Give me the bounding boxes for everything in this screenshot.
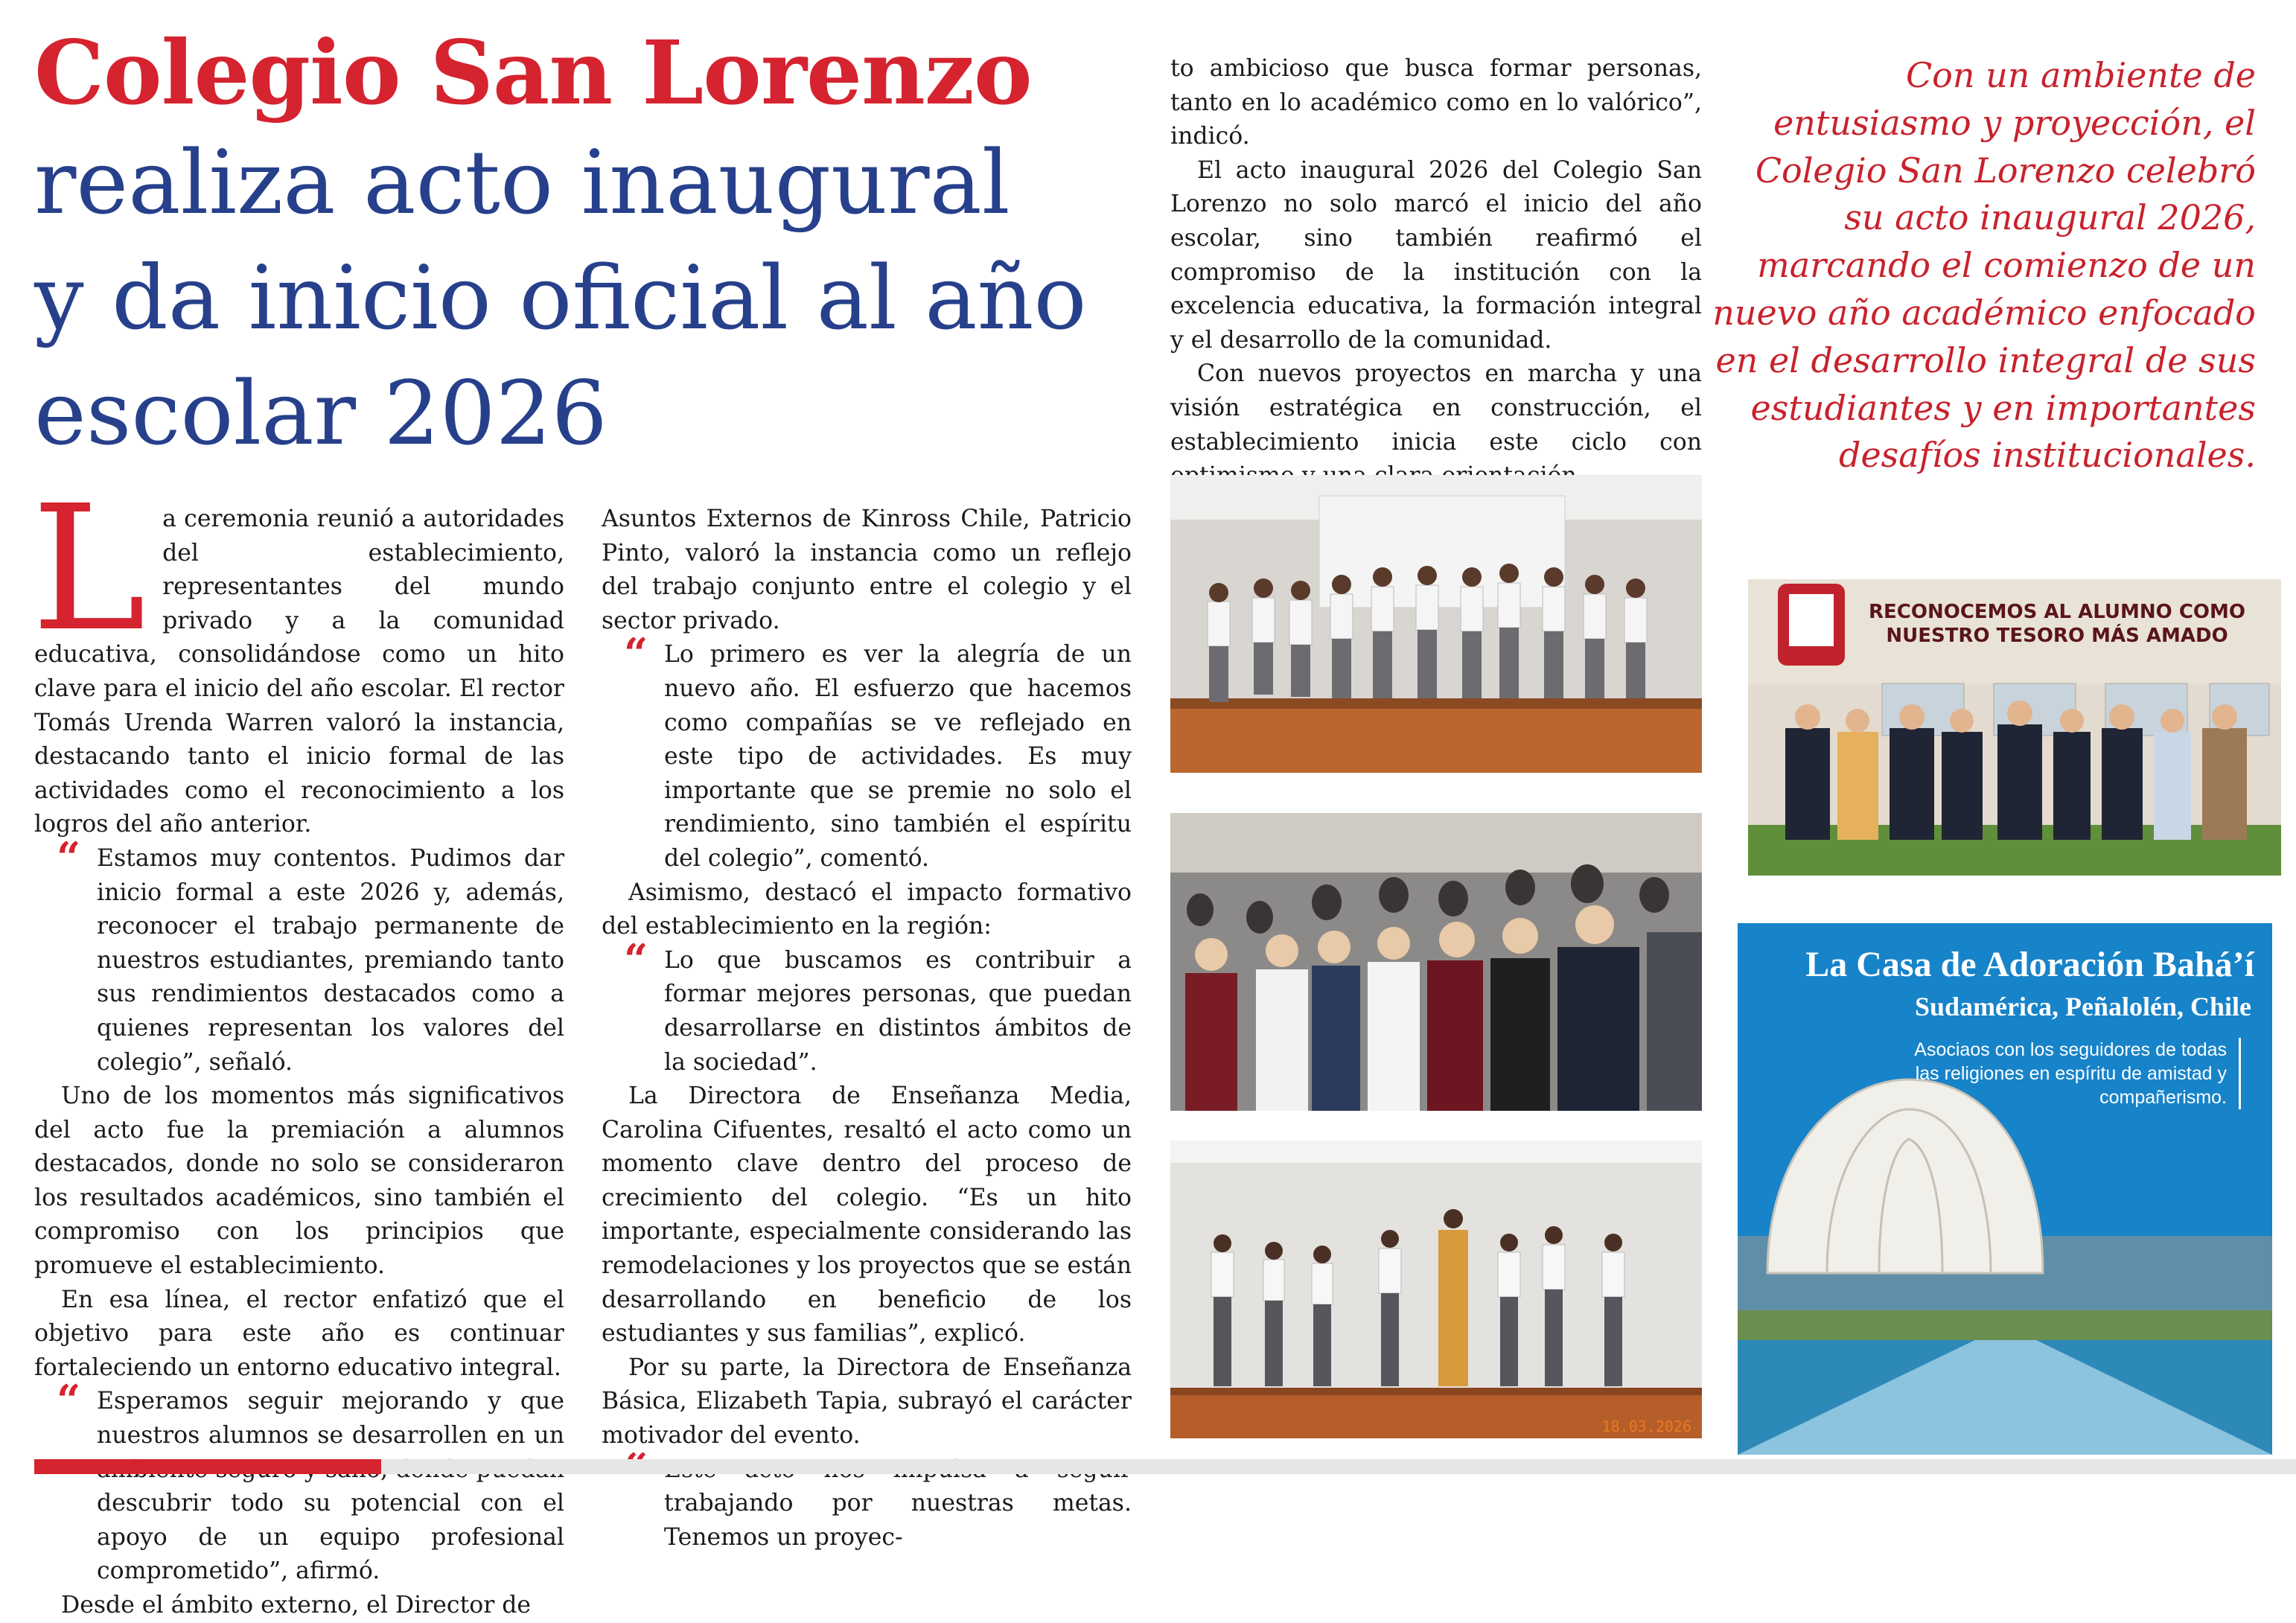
article-column-3	[1170, 52, 1702, 456]
quote-text: trabajando por nuestras metas. Tenemos un proyec-	[664, 1490, 1132, 1551]
quote-mark-icon: “	[57, 1376, 81, 1426]
bahai-advertisement	[1738, 923, 2272, 1455]
date-stamp: 18.03.2026	[1601, 1418, 1691, 1435]
quote-paragraph	[34, 1376, 564, 1589]
quote-text: Estamos muy contentos. Pudimos dar inicio formal a este 2026 y, además, reconocer el trabajo permanente de nuestros estudiantes, premiando tanto sus rendimientos destacados como a quienes representan los valores del colegio”, señaló.	[97, 844, 564, 1076]
ad-subtitle: Sudamérica, Peñalolén, Chile	[1915, 992, 2251, 1021]
article-column-1	[31, 468, 564, 1619]
photo-audience	[1170, 813, 1702, 1111]
paragraph: En esa línea, el rector enfatizó que el objetivo para este año es continuar fortaleciendo un entorno educativo integral.	[34, 1286, 564, 1381]
pull-quote: Con un ambiente de entusiasmo y proyección, el Colegio San Lorenzo celebró su acto inaugural 2026, marcando el comienzo de un nuevo año académico enfocado en el desarrollo integral de sus estudiantes y en importantes desafíos institucionales.	[1712, 55, 2256, 476]
quote-text: Esperamos seguir mejorando y que nuestros alumnos se desarrollen en un descubrir todo su potencial con el apoyo de un equipo profesional comprometido”, afirmó.	[97, 1388, 564, 1585]
footer-accent-bar	[34, 1459, 381, 1474]
quote-paragraph	[602, 934, 1132, 1080]
photo-young-students	[1170, 1141, 1702, 1438]
paragraph: Uno de los momentos más significativos del acto fue la premiación a alumnos destacados, donde no solo se consideraron los resultados académicos, sino también el compromiso con los principios que promueve el establecimiento.	[34, 1082, 564, 1280]
ad-title: La Casa de Adoración Bahá’í	[1805, 945, 2254, 984]
paragraph: Por su parte, la Directora de Enseñanza Básica, Elizabeth Tapia, subrayó el carácter motivador del evento.	[602, 1353, 1132, 1450]
lead-text: a ceremonia reunió a autoridades del establecimiento, representantes del mundo privado y a la comunidad educativa, consolidándose como un hito clave para el inicio del año escolar. El rector Tomás Urenda Warren valoró la instancia, destacando tanto el inicio formal de las actividades como el reconocimiento a los logros del año anterior.	[34, 506, 564, 838]
paragraph: Asuntos Externos de Kinross Chile, Patricio Pinto, valoró la instancia como un reflejo del trabajo conjunto entre el colegio y el sector privado.	[602, 506, 1132, 634]
quote-mark-icon: “	[624, 934, 648, 984]
paragraph: Asimismo, destacó el impacto formativo del establecimiento en la región:	[602, 879, 1132, 940]
school-banner-text: RECONOCEMOS AL ALUMNO COMO NUESTRO TESORO MÁS AMADO	[1869, 601, 2245, 647]
paragraph: La Directora de Enseñanza Media, Carolina Cifuentes, resaltó el acto como un momento clave dentro del proceso de crecimiento del colegio. “Es un hito importante, especialmente considerando las remodelaciones y los proyectos que se están desarrollando en beneficio de los estudiantes y sus familias”, explicó.	[602, 1082, 1132, 1348]
students-stage-illustration	[1170, 475, 1702, 773]
photo-authorities	[1748, 579, 2281, 876]
headline-line-1: Colegio San Lorenzo	[34, 21, 1032, 124]
audience-illustration	[1170, 813, 1702, 1111]
paragraph: to ambicioso que busca formar personas, tanto en lo académico como en lo valórico”, indicó.	[1170, 55, 1702, 150]
quote-mark-icon: “	[57, 832, 81, 882]
ad-text: Asociaos con los seguidores de todas las religiones en espíritu de amistad y compañerismo.	[1914, 1038, 2241, 1109]
paragraph: Desde el ámbito externo, el Director de	[61, 1592, 532, 1619]
photo-students-stage	[1170, 475, 1702, 773]
headline-line-2: realiza acto inaugural	[34, 131, 1010, 234]
paragraph: El acto inaugural 2026 del Colegio San Lorenzo no solo marcó el inicio del año escolar, sino también reafirmó el compromiso de la institución con la excelencia educativa, la formación integral y el desarrollo de la comunidad.	[1170, 156, 1702, 354]
footer-bar	[381, 1459, 2296, 1474]
quote-paragraph	[34, 832, 564, 1080]
quote-mark-icon: “	[624, 629, 648, 679]
drop-cap: L	[31, 468, 147, 669]
article-headline	[34, 21, 1144, 471]
article-column-2	[602, 503, 1132, 1551]
lead-paragraph	[31, 468, 564, 842]
headline-line-3: y da inicio oficial al año	[34, 246, 1087, 349]
headline-line-4: escolar 2026	[34, 362, 608, 465]
young-students-illustration	[1170, 1141, 1702, 1438]
paragraph: Con nuevos proyectos en marcha y una visión estratégica en construcción, el establecimiento inicia este ciclo con	[1170, 360, 1702, 456]
quote-paragraph	[602, 629, 1132, 876]
quote-text: Lo que buscamos es contribuir a formar mejores personas, que puedan desarrollarse en distintos ámbitos de la sociedad”.	[664, 946, 1132, 1076]
quote-text: Lo primero es ver la alegría de un nuevo año. El esfuerzo que hacemos como compañías se ve reflejado en este tipo de actividades. Es muy importante que se premie no solo el rendimiento, sino también el espíritu del colegio”, comentó.	[664, 641, 1132, 872]
